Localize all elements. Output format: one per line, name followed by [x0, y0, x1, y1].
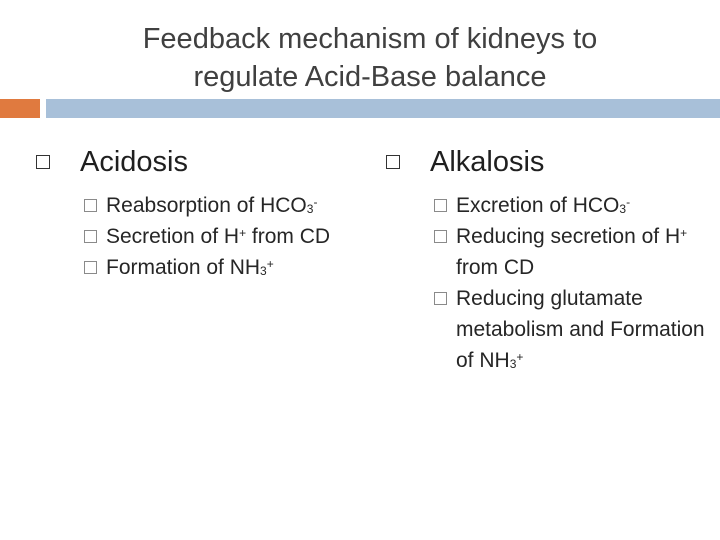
title-rule-accent [0, 99, 40, 118]
list-item: Secretion of H+ from CD [84, 221, 356, 252]
acidosis-list [36, 190, 356, 283]
alkalosis-column [386, 142, 716, 376]
list-item: Excretion of $HCO_3^-$ [434, 190, 716, 221]
bullet-box-icon [36, 155, 50, 169]
acidosis-column [36, 142, 356, 283]
list-item: Formation of $NH_3^+$ [84, 252, 356, 283]
list-item: Reabsorption of $HCO_3^-$ [84, 190, 356, 221]
acidosis-heading-text: Acidosis [80, 145, 188, 178]
alkalosis-list [386, 190, 716, 376]
title-line-1: Feedback mechanism of kidneys to [142, 23, 598, 55]
sub-bullet-box-icon [434, 199, 447, 212]
sub-bullet-box-icon [84, 261, 97, 274]
sub-bullet-box-icon [434, 292, 447, 305]
list-item: Reducing glutamate metabolism and Formation of $NH_3^+$ [434, 283, 716, 376]
acidosis-heading [36, 142, 356, 182]
alkalosis-heading [386, 142, 716, 182]
list-item: Reducing secretion of H+ from CD [434, 221, 716, 283]
bullet-box-icon [386, 155, 400, 169]
slide-title [60, 20, 680, 96]
title-line-2: regulate Acid-Base balance [193, 61, 547, 93]
sub-bullet-box-icon [84, 199, 97, 212]
sub-bullet-box-icon [84, 230, 97, 243]
title-rule-bar [46, 99, 720, 118]
alkalosis-heading-text: Alkalosis [430, 145, 545, 178]
sub-bullet-box-icon [434, 230, 447, 243]
